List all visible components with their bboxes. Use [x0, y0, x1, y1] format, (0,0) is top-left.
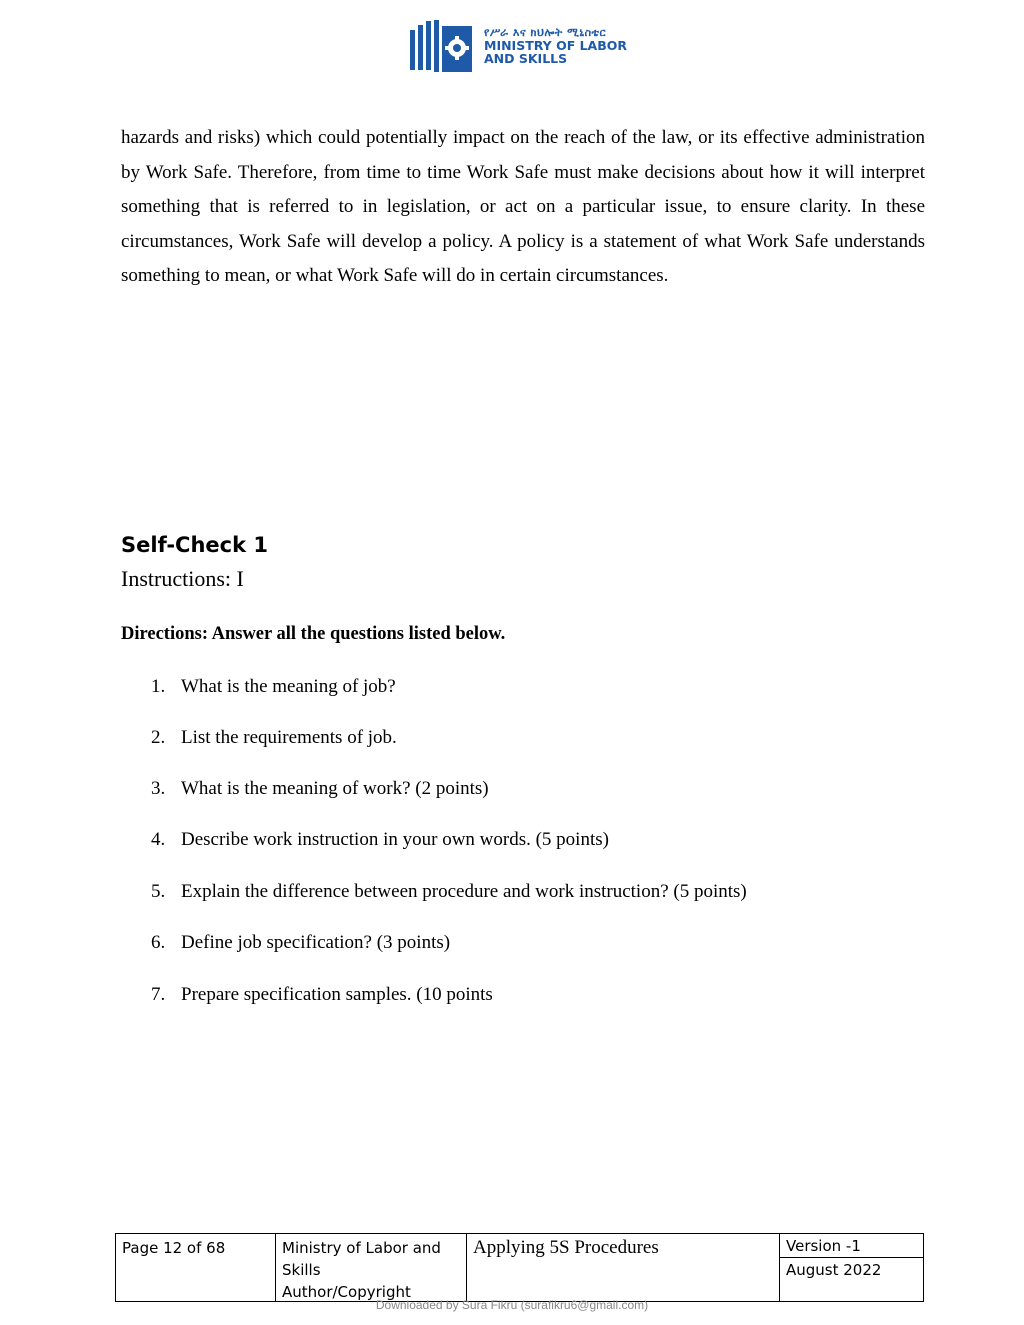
ministry-logo [408, 18, 638, 78]
logo-line-1: MINISTRY OF LABOR [484, 38, 628, 53]
question-item: 3. What is the meaning of work? (2 points) [151, 778, 489, 799]
ministry-emblem-icon [408, 18, 478, 78]
footer-version: Version -1 [780, 1234, 923, 1258]
body-paragraph: hazards and risks) which could potentially impact on the reach of the law, or its effective administration by Work Safe. Therefore, from time to time Work Safe must make decisions about how it will interpret something that is referred to in legislation, or act on a particular issue, to ensure clarity. In these circumstances, Work Safe will develop a policy. A policy is a statement of what Work Safe understands something to mean, or what Work Safe will do in certain circumstances. [121, 127, 925, 287]
question-item: 1. What is the meaning of job? [151, 676, 396, 697]
instructions-text: Instructions: I [121, 566, 244, 591]
question-item: 6. Define job specification? (3 points) [151, 932, 451, 953]
footer-table [115, 1233, 924, 1302]
download-watermark: Downloaded by Sura Fikru (surafikru6@gmail.com) [375, 1298, 649, 1312]
question-item: 4. Describe work instruction in your own words. (5 points) [151, 829, 609, 850]
footer-version-block [780, 1234, 923, 1301]
footer-date: August 2022 [786, 1261, 882, 1279]
question-item: 7. Prepare specification samples. (10 points [151, 984, 493, 1005]
self-check-title: Self-Check 1 [121, 533, 268, 557]
logo-amharic: የሥራ እና ክህሎት ሚኒስቴር [484, 26, 607, 39]
footer-organization: Ministry of Labor and Skills Author/Copyright [276, 1234, 467, 1301]
footer-page-number: Page 12 of 68 [116, 1234, 276, 1301]
logo-text [484, 26, 627, 65]
directions-text: Directions: Answer all the questions listed below. [121, 624, 506, 644]
question-item: 5. Explain the difference between procedure and work instruction? (5 points) [151, 881, 747, 902]
footer-course-title: Applying 5S Procedures [467, 1234, 780, 1301]
logo-line-2: AND SKILLS [484, 51, 568, 66]
question-item: 2. List the requirements of job. [151, 727, 397, 748]
